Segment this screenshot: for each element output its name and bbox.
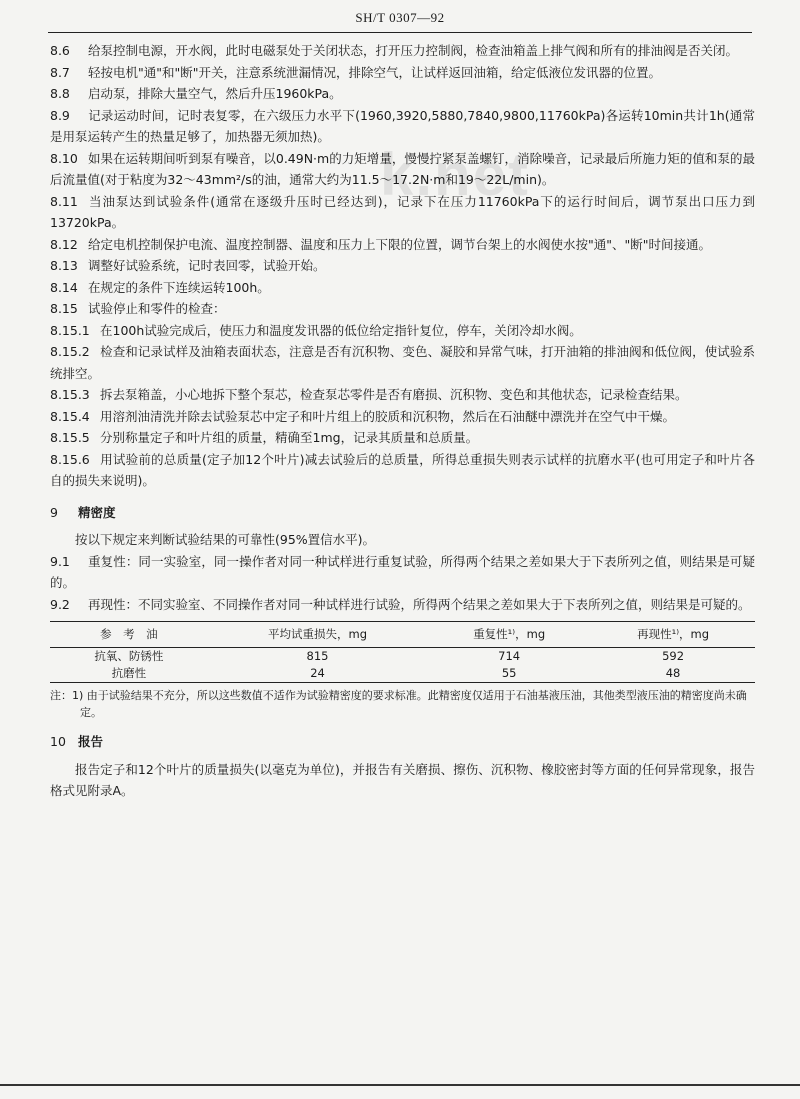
clause-text: 重复性：同一实验室，同一操作者对同一种试样进行重复试验，所得两个结果之差如果大于下表所列之值，则结果是可疑的。 bbox=[50, 553, 755, 590]
watermark: k.net bbox=[380, 141, 531, 208]
header-rule bbox=[48, 32, 752, 33]
precision-intro: 按以下规定来判断试验结果的可靠性(95%置信水平)。 bbox=[75, 532, 376, 547]
clause-text: 分别称量定子和叶片组的质量，精确至1mg，记录其质量和总质量。 bbox=[100, 430, 479, 445]
subparagraph-list bbox=[50, 320, 755, 492]
table-header-cell: 重复性¹⁾，mg bbox=[427, 622, 591, 648]
clause-number: 8.13 bbox=[50, 258, 78, 273]
clause-text: 检查和记录试样及油箱表面状态，注意是否有沉积物、变色、凝胶和异常气味，打开油箱的排油阀和低位阀，使试验系统排空。 bbox=[50, 344, 755, 381]
table-header-cell: 参 考 油 bbox=[50, 622, 208, 648]
table-cell: 55 bbox=[427, 665, 591, 683]
clause-number: 9.1 bbox=[50, 553, 70, 569]
clause-number: 8.9 bbox=[50, 107, 70, 123]
clause-text: 用溶剂油清洗并除去试验泵芯中定子和叶片组上的胶质和沉积物，然后在石油醚中漂洗并在空气中干燥。 bbox=[100, 408, 676, 424]
clause-number: 8.10 bbox=[50, 150, 78, 166]
clause-number: 9.2 bbox=[50, 596, 70, 612]
clause-number: 8.15.5 bbox=[50, 430, 90, 445]
clause-paragraph bbox=[50, 298, 755, 320]
table-cell: 48 bbox=[591, 665, 755, 683]
clause-number: 8.6 bbox=[50, 43, 70, 58]
clause-number: 8.15 bbox=[50, 301, 78, 316]
table-cell: 抗磨性 bbox=[50, 665, 208, 683]
clause-number: 8.14 bbox=[50, 279, 78, 295]
clause-paragraph bbox=[50, 551, 755, 594]
clause-number: 8.15.6 bbox=[50, 451, 90, 467]
table-header-cell: 平均试重损失，mg bbox=[208, 622, 427, 648]
clause-paragraph bbox=[50, 148, 755, 191]
clause-text: 拆去泵箱盖，小心地拆下整个泵芯，检查泵芯零件是否有磨损、沉积物、变色和其他状态，记录检查结果。 bbox=[100, 387, 688, 402]
clause-text: 轻按电机"通"和"断"开关，注意系统泄漏情况，排除空气，让试样返回油箱，给定低液位发讯器的位置。 bbox=[88, 64, 662, 80]
clause-paragraph bbox=[50, 255, 755, 277]
clause-number: 8.15.1 bbox=[50, 322, 90, 338]
clause-paragraph bbox=[50, 62, 755, 84]
table-cell: 815 bbox=[306, 649, 329, 663]
clause-text: 记录运动时间，记时表复零，在六级压力水平下(1960,3920,5880,7840,9800,11760kPa)各运转10min共计1h(通常是用泵运转产生的热量足够了，加热器无须加热)。 bbox=[50, 107, 755, 144]
section-10-heading bbox=[50, 731, 755, 753]
precision-items bbox=[50, 551, 755, 616]
table-header-row bbox=[50, 622, 755, 648]
paragraph-list bbox=[50, 40, 755, 320]
clause-paragraph bbox=[50, 320, 755, 342]
clause-text: 给泵控制电源，开水阀，此时电磁泵处于关闭状态，打开压力控制阀，检查油箱盖上排气阀和所有的排油阀是否关闭。 bbox=[88, 43, 739, 58]
section-number: 9 bbox=[50, 504, 58, 520]
report-paragraph: 报告定子和12个叶片的质量损失(以毫克为单位)，并报告有关磨损、擦伤、沉积物、橡胶密封等方面的任何异常现象，报告格式见附录A。 bbox=[50, 761, 755, 798]
table-header-cell: 再现性¹⁾，mg bbox=[591, 622, 755, 648]
clause-text: 给定电机控制保护电流、温度控制器、温度和压力上下限的位置，调节台架上的水阀使水按"通"、"断"时间接通。 bbox=[88, 236, 712, 252]
clause-text: 用试验前的总质量(定子加12个叶片)减去试验后的总质量，所得总重损失则表示试样的抗磨水平(也可用定子和叶片各自的损失来说明)。 bbox=[50, 451, 755, 488]
table-row bbox=[50, 665, 755, 683]
clause-paragraph bbox=[50, 83, 755, 105]
clause-paragraph bbox=[50, 277, 755, 299]
clause-paragraph bbox=[50, 406, 755, 428]
clause-paragraph bbox=[50, 234, 755, 256]
section-title: 报告 bbox=[78, 734, 104, 749]
precision-table bbox=[50, 621, 755, 683]
table-cell: 714 bbox=[498, 649, 521, 663]
clause-number: 8.15.2 bbox=[50, 344, 90, 359]
clause-paragraph bbox=[50, 40, 755, 62]
clause-text: 在100h试验完成后，使压力和温度发讯器的低位给定指针复位，停车，关闭冷却水阀。 bbox=[100, 322, 582, 338]
clause-text: 试验停止和零件的检查： bbox=[88, 301, 226, 316]
clause-number: 8.15.4 bbox=[50, 408, 90, 424]
clause-text: 在规定的条件下连续运转100h。 bbox=[88, 279, 270, 295]
table-cell: 592 bbox=[662, 649, 685, 663]
table-note: 注：1) 由于试验结果不充分，所以这些数值不适作为试验精密度的要求标准。此精密度仅适用于石油基液压油，其他类型液压油的精密度尚未确定。 bbox=[50, 689, 747, 719]
page-header: SH/T 0307—92 bbox=[355, 10, 445, 25]
clause-paragraph bbox=[50, 449, 755, 492]
clause-text: 再现性：不同实验室、不同操作者对同一种试样进行试验，所得两个结果之差如果大于下表所列之值，则结果是可疑的。 bbox=[88, 596, 751, 612]
section-9-heading bbox=[50, 502, 755, 524]
clause-paragraph bbox=[50, 191, 755, 234]
clause-number: 8.11 bbox=[50, 193, 78, 209]
clause-paragraph bbox=[50, 341, 755, 384]
clause-paragraph bbox=[50, 427, 755, 449]
table-cell: 抗氧、防锈性 bbox=[94, 649, 164, 663]
clause-text: 如果在运转期间听到泵有噪音，以0.49N·m的力矩增量，慢慢拧紧泵盖螺钉，消除噪音，记录最后所施力矩的值和泵的最后流量值(对于粘度为32～43mm²/s的油，通常大约为11.5～17.2N·m和19～22L/min)。 bbox=[50, 150, 755, 187]
clause-text: 启动泵，排除大量空气，然后升压1960kPa。 bbox=[88, 86, 342, 101]
clause-text: 调整好试验系统，记时表回零，试验开始。 bbox=[88, 258, 326, 273]
clause-number: 8.15.3 bbox=[50, 387, 90, 402]
clause-paragraph bbox=[50, 594, 755, 616]
clause-number: 8.8 bbox=[50, 86, 70, 101]
section-title: 精密度 bbox=[78, 504, 116, 520]
clause-text: 当油泵达到试验条件(通常在逐级升压时已经达到)，记录下在压力11760kPa下的运行时间后，调节泵出口压力到13720kPa。 bbox=[50, 193, 755, 230]
clause-paragraph bbox=[50, 105, 755, 148]
clause-number: 8.12 bbox=[50, 236, 78, 252]
section-number: 10 bbox=[50, 734, 66, 749]
table-row bbox=[50, 648, 755, 666]
table-cell: 24 bbox=[208, 665, 427, 683]
clause-paragraph bbox=[50, 384, 755, 406]
footer-rule bbox=[0, 1084, 800, 1086]
main-content bbox=[50, 40, 755, 802]
clause-number: 8.7 bbox=[50, 64, 70, 80]
